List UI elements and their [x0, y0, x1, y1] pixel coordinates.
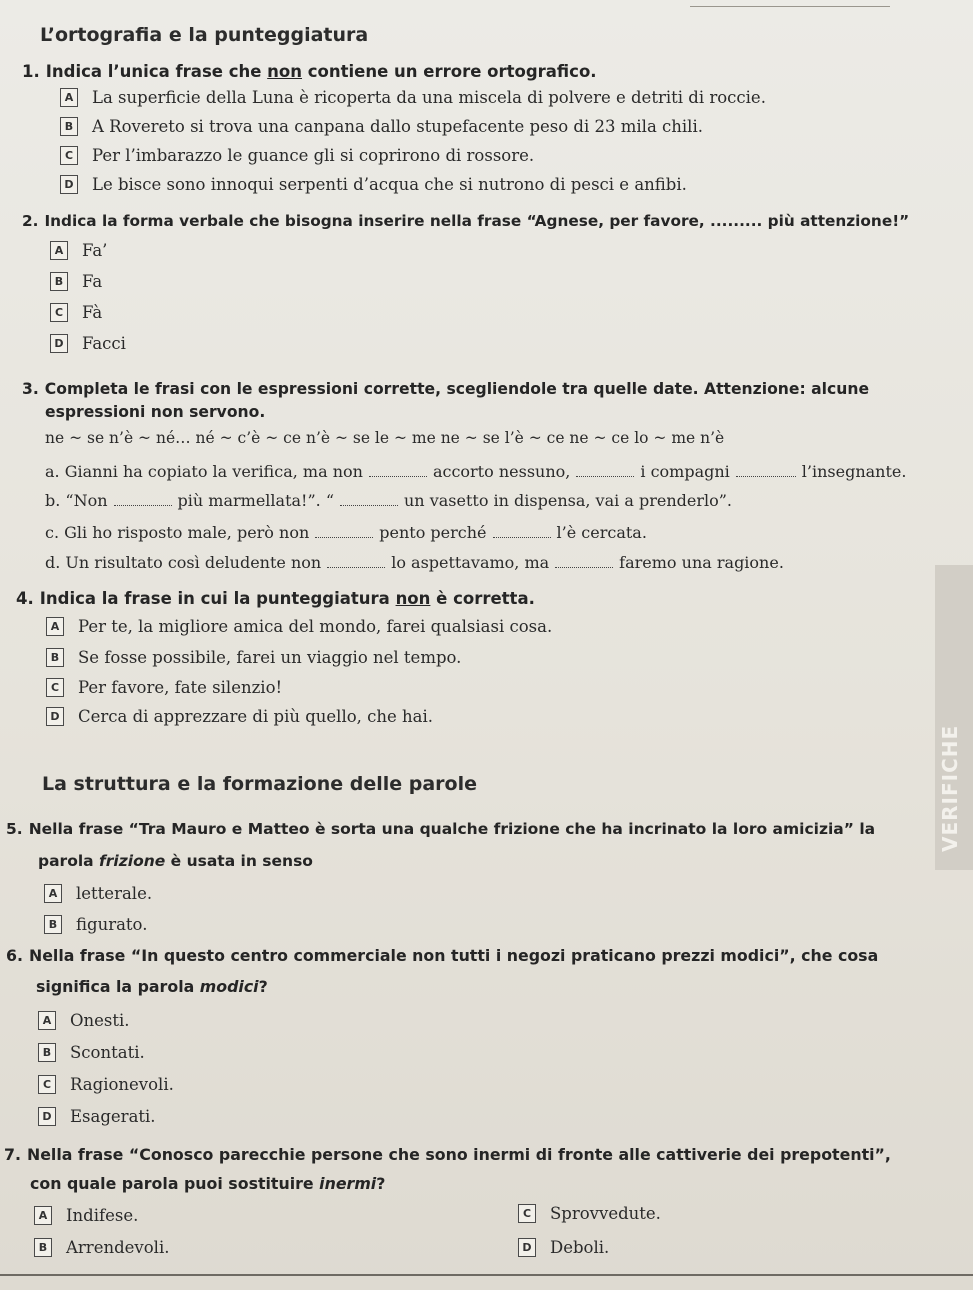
- question-3-prompt-line2: espressioni non servono.: [45, 403, 266, 421]
- q2-option-d[interactable]: D Facci: [50, 334, 126, 353]
- option-letter-box: C: [60, 146, 78, 165]
- question-4-prompt: 4. Indica la frase in cui la punteggiatura non è corretta.: [16, 589, 535, 608]
- answer-blank[interactable]: [114, 504, 172, 506]
- option-letter-box: B: [50, 272, 68, 291]
- option-letter-box: A: [34, 1206, 52, 1225]
- expressions-list: ne ~ se n’è ~ né… né ~ c’è ~ ce n’è ~ se le ~ me ne ~ se l’è ~ ce ne ~ ce lo ~ me n’è: [45, 429, 725, 447]
- question-5-prompt-line1: 5. Nella frase “Tra Mauro e Matteo è sorta una qualche frizione che ha incrinato la loro amicizia” la: [6, 820, 876, 838]
- question-3-prompt-line1: 3. Completa le frasi con le espressioni corrette, scegliendole tra quelle date. Attenzione: alcune: [22, 380, 870, 398]
- q3-sentence-c: c. Gli ho risposto male, però non pento perché l’è cercata.: [45, 523, 647, 542]
- q5-option-a[interactable]: A letterale.: [44, 884, 152, 903]
- q5-option-b[interactable]: B figurato.: [44, 915, 147, 934]
- answer-blank[interactable]: [340, 504, 398, 506]
- q3-sentence-d: d. Un risultato così deludente non lo aspettavamo, ma faremo una ragione.: [45, 553, 784, 572]
- option-letter-box: B: [46, 648, 64, 667]
- question-1-prompt: 1. Indica l’unica frase che non contiene un errore ortografico.: [22, 62, 597, 81]
- question-number: 7.: [4, 1145, 21, 1164]
- option-letter-box: C: [38, 1075, 56, 1094]
- option-letter-box: A: [60, 88, 78, 107]
- answer-blank[interactable]: [555, 566, 613, 568]
- option-letter-box: A: [38, 1011, 56, 1030]
- option-letter-box: D: [38, 1107, 56, 1126]
- q3-sentence-a: a. Gianni ha copiato la verifica, ma non accorto nessuno, i compagni l’insegnante.: [45, 462, 907, 481]
- question-number: 1.: [22, 62, 40, 81]
- question-number: 3.: [22, 380, 39, 398]
- q6-option-c[interactable]: C Ragionevoli.: [38, 1075, 174, 1094]
- q4-option-c[interactable]: C Per favore, fate silenzio!: [46, 678, 282, 697]
- question-number: 4.: [16, 589, 34, 608]
- question-2-prompt: 2. Indica la forma verbale che bisogna inserire nella frase “Agnese, per favore, ......... più attenzione!”: [22, 212, 910, 230]
- option-letter-box: C: [50, 303, 68, 322]
- answer-blank[interactable]: [369, 475, 427, 477]
- option-letter-box: B: [38, 1043, 56, 1062]
- question-7-prompt-line2: con quale parola puoi sostituire inermi?: [30, 1174, 386, 1193]
- question-number: 6.: [6, 946, 23, 965]
- question-number: 5.: [6, 820, 23, 838]
- section-title-ortografia: L’ortografia e la punteggiatura: [40, 24, 369, 46]
- option-letter-box: D: [60, 175, 78, 194]
- answer-blank[interactable]: [315, 536, 373, 538]
- option-letter-box: B: [44, 915, 62, 934]
- answer-blank[interactable]: [576, 475, 634, 477]
- option-letter-box: B: [34, 1238, 52, 1257]
- option-letter-box: A: [44, 884, 62, 903]
- option-letter-box: A: [46, 617, 64, 636]
- q4-option-b[interactable]: B Se fosse possibile, farei un viaggio nel tempo.: [46, 648, 461, 667]
- q1-option-a[interactable]: A La superficie della Luna è ricoperta da una miscela di polvere e detriti di roccie.: [60, 88, 766, 107]
- q7-option-d[interactable]: D Deboli.: [518, 1238, 609, 1257]
- answer-blank[interactable]: [493, 536, 551, 538]
- section-title-struttura: La struttura e la formazione delle parole: [42, 773, 477, 795]
- option-letter-box: B: [60, 117, 78, 136]
- q4-option-a[interactable]: A Per te, la migliore amica del mondo, farei qualsiasi cosa.: [46, 617, 552, 636]
- option-letter-box: C: [46, 678, 64, 697]
- option-letter-box: A: [50, 241, 68, 260]
- q1-option-b[interactable]: B A Rovereto si trova una canpana dallo stupefacente peso di 23 mila chili.: [60, 117, 703, 136]
- q4-option-d[interactable]: D Cerca di apprezzare di più quello, che hai.: [46, 707, 433, 726]
- q7-option-b[interactable]: B Arrendevoli.: [34, 1238, 169, 1257]
- q7-option-a[interactable]: A Indifese.: [34, 1206, 138, 1225]
- option-letter-box: D: [46, 707, 64, 726]
- side-tab-label: [938, 792, 962, 852]
- q6-option-a[interactable]: A Onesti.: [38, 1011, 130, 1030]
- option-letter-box: D: [50, 334, 68, 353]
- underlined-word: non: [395, 589, 431, 608]
- bottom-rule: [0, 1274, 973, 1276]
- q3-sentence-b: b. “Non più marmellata!”. “ un vasetto in dispensa, vai a prenderlo”.: [45, 491, 732, 510]
- option-letter-box: C: [518, 1204, 536, 1223]
- question-7-prompt-line1: 7. Nella frase “Conosco parecchie persone che sono inermi di fronte alle cattiverie dei prepotenti”,: [4, 1145, 891, 1164]
- q2-option-a[interactable]: A Fa’: [50, 241, 107, 260]
- q7-option-c[interactable]: C Sprovvedute.: [518, 1204, 661, 1223]
- question-5-prompt-line2: parola frizione è usata in senso: [38, 852, 313, 870]
- q2-option-b[interactable]: B Fa: [50, 272, 102, 291]
- question-number: 2.: [22, 212, 39, 230]
- q6-option-d[interactable]: D Esagerati.: [38, 1107, 156, 1126]
- q6-option-b[interactable]: B Scontati.: [38, 1043, 145, 1062]
- top-rule: [690, 6, 890, 7]
- q1-option-c[interactable]: C Per l’imbarazzo le guance gli si coprirono di rossore.: [60, 146, 534, 165]
- answer-blank[interactable]: [736, 475, 796, 477]
- q2-option-c[interactable]: C Fà: [50, 303, 102, 322]
- answer-blank[interactable]: [327, 566, 385, 568]
- question-6-prompt-line1: 6. Nella frase “In questo centro commerciale non tutti i negozi praticano prezzi modici”, che cosa: [6, 946, 879, 965]
- q1-option-d[interactable]: D Le bisce sono innoqui serpenti d’acqua che si nutrono di pesci e anfibi.: [60, 175, 687, 194]
- option-letter-box: D: [518, 1238, 536, 1257]
- question-6-prompt-line2: significa la parola modici?: [36, 977, 268, 996]
- underlined-word: non: [267, 62, 303, 81]
